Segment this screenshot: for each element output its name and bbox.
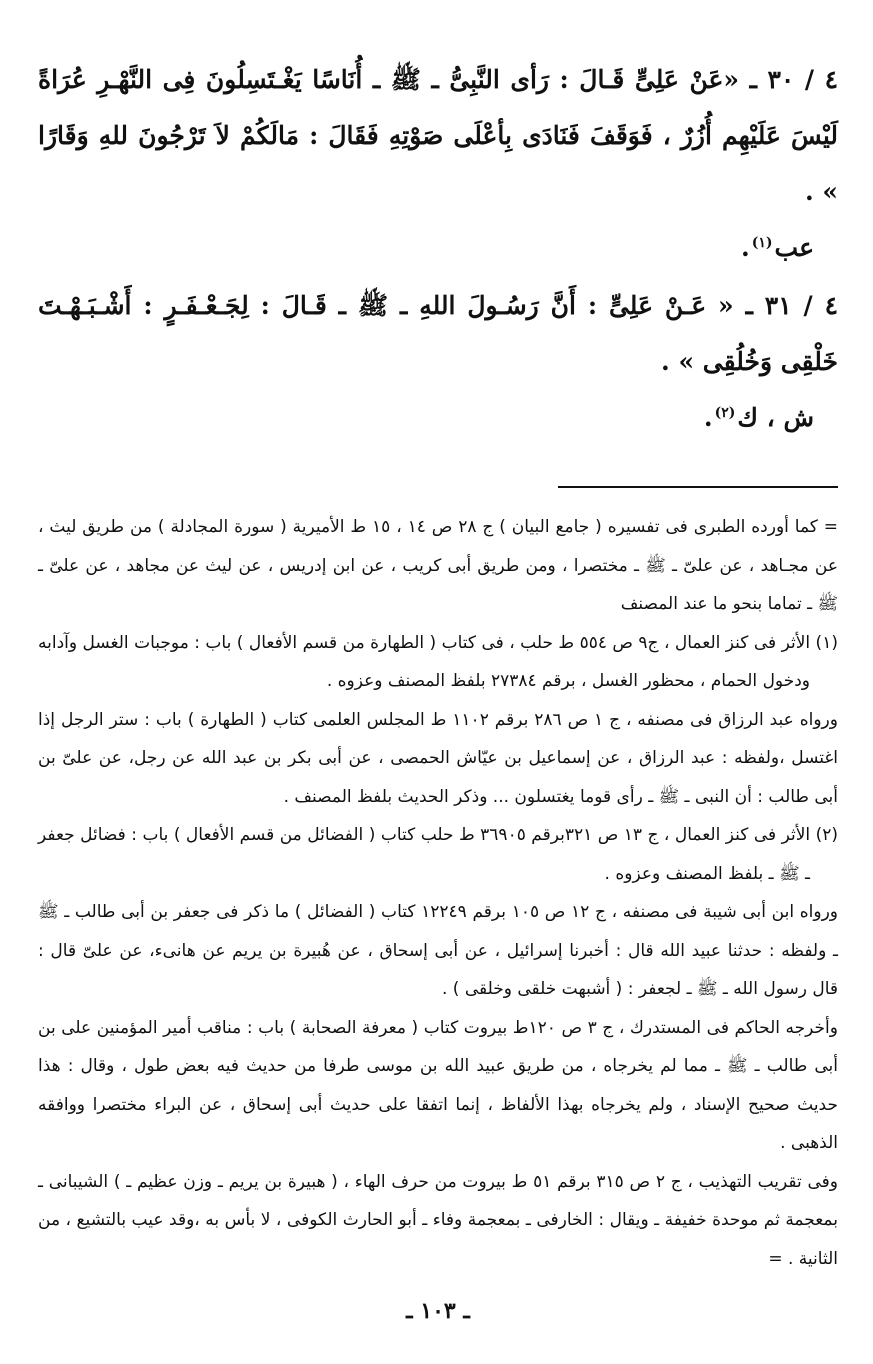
footnote-2-paragraph: وفى تقريب التهذيب ، ج ٢ ص ٣١٥ برقم ٥١ ط بيروت من حرف الهاء ، ( هبيرة بن يريم ـ وزن عظيم ـ ) الشيبانى ـ بمعجمة ثم موحدة خفيفة ـ ويقال : الخارفى ـ بمعجمة وفاء ـ أبو الحارث الكوفى ، لا بأس به ،وقد عيب بالتشيع ، من الثانية . = <box>38 1171 838 1269</box>
reference-end: . <box>741 233 750 262</box>
book-page <box>38 52 838 1342</box>
page-number: ـ ١٠٣ ـ <box>406 1298 470 1324</box>
footnote-continuation: = كما أورده الطبرى فى تفسيره ( جامع البيان ) ج ٢٨ ص ١٤ ، ١٥ ط الأميرية ( سورة المجادلة ) من طريق ليث ، عن مجـاهد ، عن علىّ ـ ﷺ ـ مختصرا ، ومن طريق أبى كريب ، عن ابن إدريس ، عن ليث عن مجاهد ، عن علىّ ـ ﷺ ـ تماما بنحو ما عند المصنف <box>38 517 839 614</box>
footnote-1: (١) الأثر فى كنز العمال ، ج٩ ص ٥٥٤ ط حلب ، فى كتاب ( الطهارة من قسم الأفعال ) باب : موجبات الغسل وآدابه ودخول الحمام ، محظور الغسل ، برقم ٢٧٣٨٤ بلفظ المصنف وعزوه . <box>38 632 838 691</box>
footnote-2: (٢) الأثر فى كنز العمال ، ج ١٣ ص ٣٢١برقم ٣٦٩٠٥ ط حلب كتاب ( الفضائل من قسم الأفعال ) باب : فضائل جعفر ـ ﷺ ـ بلفظ المصنف وعزوه . <box>38 825 838 884</box>
footnote-marker: (١) <box>751 234 773 251</box>
footnote-2-paragraph: ورواه ابن أبى شيبة فى مصنفه ، ج ١٢ ص ١٠٥ برقم ١٢٢٤٩ كتاب ( الفضائل ) ما ذكر فى جعفر بن أبى طالب ـ ﷺ ـ ولفظه : حدثنا عبيد الله قال : أخبرنا إسرائيل ، عن أبى إسحاق ، عن هُبيرة بن يريم عن هانىء، عن علىّ قال : قال رسول الله ـ ﷺ ـ لجعفر : ( أشبهت خلقى وخلقى ) . <box>38 902 838 999</box>
footnote-separator <box>558 486 838 488</box>
hadith-31-reference <box>38 390 838 446</box>
reference-end: . <box>703 403 713 432</box>
reference-source: ش ، ك <box>737 403 814 432</box>
hadith-30-reference <box>38 220 838 276</box>
main-text <box>38 52 838 446</box>
hadith-30: ٤ / ٣٠ ـ «عَنْ عَلِىٍّ قَـالَ : رَأى النَّبِىُّ ـ ﷺ ـ أُنَاسًا يَغْـتَسِلُونَ فِى النَّهْـرِ عُرَاةً لَيْسَ عَلَيْهِم أُزُرٌ ، فَوَقَفَ فَنَادَى بِأعْلَى صَوْتِهِ فَقَالَ : مَالَكُمْ لاَ تَرْجُونَ للهِ وَقَارًا » . <box>38 65 838 206</box>
footnote-marker: (٢) <box>714 404 736 421</box>
footnote-1-paragraph: ورواه عبد الرزاق فى مصنفه ، ج ١ ص ٢٨٦ برقم ١١٠٢ ط المجلس العلمى كتاب ( الطهارة ) باب : ستر الرجل إذا اغتسل ،ولفظه : عبد الرزاق ، عن إسماعيل بن عيّاش الحمصى ، عن أبى بكر بن عبد الله عن رجل، عن علىّ بن أبى طالب : أن النبى ـ ﷺ ـ رأى قوما يغتسلون ... وذكر الحديث بلفظ المصنف . <box>38 709 838 807</box>
hadith-31: ٤ / ٣١ ـ « عَـنْ عَلِىٍّ : أَنَّ رَسُـولَ اللهِ ـ ﷺ ـ قَـالَ : لِجَـعْـفَـرٍ : أَشْـبَـهْـتَ خَلْقِى وَخُلُقِى » . <box>38 291 838 376</box>
footnote-2-paragraph: وأخرجه الحاكم فى المستدرك ، ج ٣ ص ١٢٠ط بيروت كتاب ( معرفة الصحابة ) باب : مناقب أمير المؤمنين على بن أبى طالب ـ ﷺ ـ مما لم يخرجاه ، من طريق عبيد الله بن موسى طرفا من حديث فيه بعض طول ، وقال : هذا حديث صحيح الإسناد ، ولم يخرجاه بهذا الألفاظ ، إنما اتفقا على حديث أبى إسحاق ، عن البراء مختصرا ووافقه الذهبى . <box>38 1017 838 1153</box>
reference-source: عب <box>774 233 814 262</box>
footnotes <box>38 508 838 1278</box>
